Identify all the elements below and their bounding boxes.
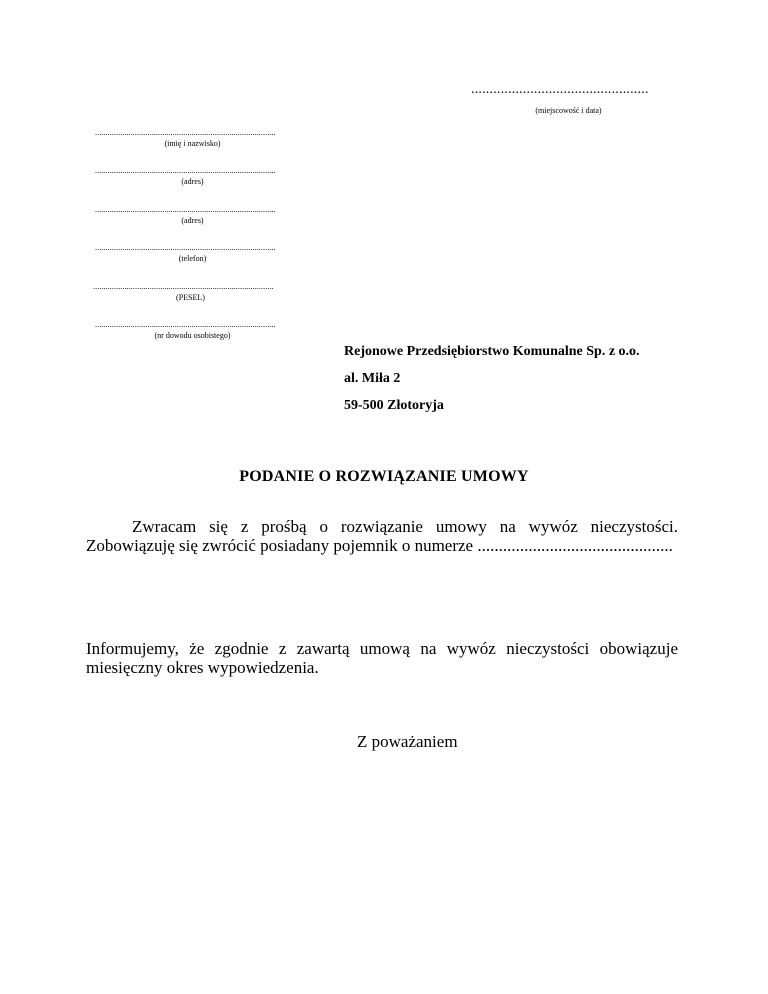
recipient-city: 59-500 Złotoryja — [344, 398, 444, 413]
id-card-dotted-line: ...................................................................................... — [95, 320, 276, 329]
phone-dotted-line: ...................................................................................... — [95, 243, 276, 252]
name-label: (imię i nazwisko) — [164, 139, 221, 148]
document-title: PODANIE O ROZWIĄZANIE UMOWY — [239, 468, 529, 485]
address-dotted-line-2: ...................................................................................... — [95, 205, 276, 214]
pesel-dotted-line: ...................................................................................... — [93, 282, 274, 291]
recipient-street: al. Miła 2 — [344, 371, 401, 386]
address-dotted-line-1: ...................................................................................... — [95, 166, 276, 175]
name-dotted-line: ...................................................................................... — [95, 128, 276, 137]
address-label-1: (adres) — [181, 177, 204, 186]
place-date-dotted-line: ................................................ — [471, 82, 649, 97]
notice-paragraph: Informujemy, że zgodnie z zawartą umową na wywóz nieczystości obowiązuje miesięczny okres wypowiedzenia. — [86, 639, 678, 677]
address-label-2: (adres) — [181, 216, 204, 225]
closing-phrase: Z poważaniem — [357, 732, 458, 751]
id-card-label: (nr dowodu osobistego) — [154, 331, 231, 340]
recipient-name: Rejonowe Przedsiębiorstwo Komunalne Sp. z o.o. — [344, 344, 640, 359]
place-date-label: (miejscowość i data) — [535, 106, 602, 115]
phone-label: (telefon) — [178, 254, 207, 263]
pesel-label: (PESEL) — [176, 293, 205, 302]
request-paragraph: Zwracam się z prośbą o rozwiązanie umowy na wywóz nieczystości. Zobowiązuję się zwrócić posiadany pojemnik o numerze .............................................. — [86, 517, 678, 555]
